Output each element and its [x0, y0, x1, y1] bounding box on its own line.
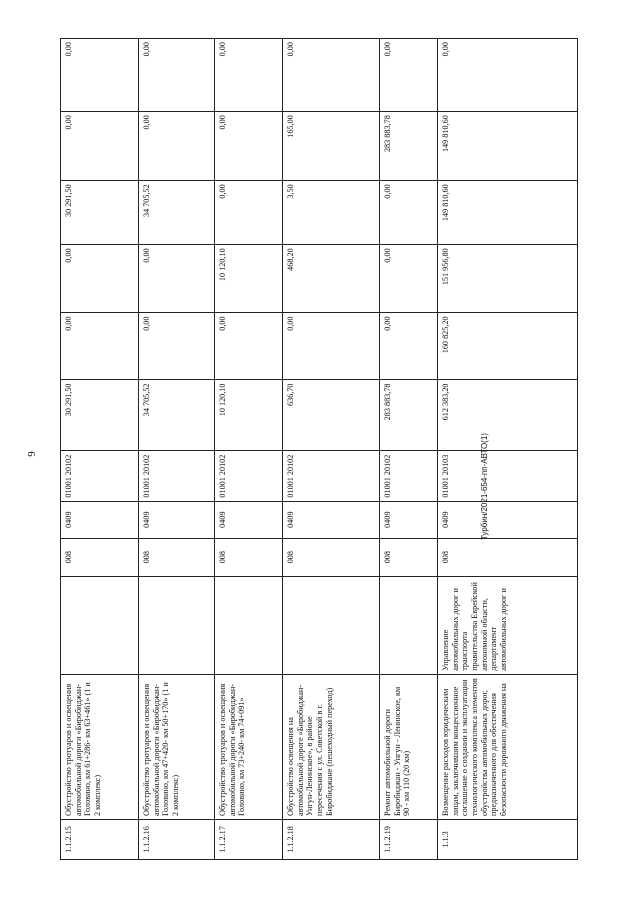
row-organization	[61, 576, 139, 674]
row-number: 1.1.2.19	[380, 819, 438, 859]
row-year-1: 0,00	[139, 313, 215, 380]
row-year-2: 10 120,10	[215, 245, 283, 313]
row-year-1: 160 825,20	[438, 313, 578, 380]
row-year-2: 0,00	[139, 245, 215, 313]
table-rotated-container	[60, 38, 577, 860]
row-organization	[380, 576, 438, 674]
row-year-1: 0,00	[215, 313, 283, 380]
row-organization	[215, 576, 283, 674]
row-year-5: 0,00	[139, 39, 215, 112]
table-row	[380, 39, 438, 860]
document-footer-code: Турбин/2021-654-пп-АВТО(1)	[480, 433, 489, 540]
table-body	[61, 39, 578, 860]
row-year-2: 0,00	[61, 245, 139, 313]
row-grbs-code: 008	[283, 538, 380, 576]
row-total: 30 291,50	[61, 380, 139, 450]
row-grbs-code: 008	[139, 538, 215, 576]
page-number: 9	[26, 451, 38, 457]
row-year-3: 0,00	[380, 181, 438, 245]
row-target-code: 01001 20102	[61, 450, 139, 501]
row-year-4: 0,00	[61, 112, 139, 181]
row-target-code: 01001 20102	[215, 450, 283, 501]
row-year-4: 283 883,78	[380, 112, 438, 181]
row-total: 10 120,10	[215, 380, 283, 450]
row-target-code: 01001 20103	[438, 450, 578, 501]
row-year-1: 0,00	[283, 313, 380, 380]
row-number: 1.1.2.18	[283, 819, 380, 859]
row-year-4: 149 810,60	[438, 112, 578, 181]
row-section-code: 0409	[215, 501, 283, 538]
row-year-3: 3,50	[283, 181, 380, 245]
row-organization	[139, 576, 215, 674]
row-name: Обустройство освещения на автомобильной дороге «Биробиджан-Унгун-Ленинское», в районе пересечения с ул. Советской в г. Биробиджане (пешеходный переход)	[283, 674, 380, 819]
row-grbs-code: 008	[438, 538, 578, 576]
row-grbs-code: 008	[215, 538, 283, 576]
row-year-5: 0,00	[283, 39, 380, 112]
row-number: 1.1.2.15	[61, 819, 139, 859]
row-year-1: 0,00	[380, 313, 438, 380]
row-year-2: 0,00	[380, 245, 438, 313]
row-number: 1.1.2.16	[139, 819, 215, 859]
table-row	[139, 39, 215, 860]
row-total: 612 383,20	[438, 380, 578, 450]
row-year-3: 34 705,52	[139, 181, 215, 245]
budget-table	[60, 38, 578, 860]
row-organization	[283, 576, 380, 674]
row-section-code: 0409	[283, 501, 380, 538]
row-section-code: 0409	[438, 501, 578, 538]
row-year-3: 30 291,50	[61, 181, 139, 245]
row-name: Обустройство тротуаров и освещения автомобильной дороги «Биробиджан-Головино, км 47+420- км 50+170» (1 и 2 комплекс)	[139, 674, 215, 819]
row-organization: Управление автомобильных дорог и транспорта правительства Еврейской автономной области, департамент автомобильных дорог и	[438, 576, 578, 674]
row-year-5: 0,00	[380, 39, 438, 112]
row-year-1: 0,00	[61, 313, 139, 380]
row-year-5: 0,00	[438, 39, 578, 112]
row-target-code: 01001 20102	[139, 450, 215, 501]
row-year-3: 0,00	[215, 181, 283, 245]
row-target-code: 01001 20102	[380, 450, 438, 501]
row-section-code: 0409	[61, 501, 139, 538]
row-year-5: 0,00	[61, 39, 139, 112]
row-grbs-code: 008	[61, 538, 139, 576]
row-year-4: 0,00	[139, 112, 215, 181]
table-row	[61, 39, 139, 860]
row-name: Ремонт автомобильной дороги Биробиджан - Унгун - Ленинское, км 90 - км 110 (20 км)	[380, 674, 438, 819]
row-year-3: 149 810,60	[438, 181, 578, 245]
row-number: 1.1.3	[438, 819, 578, 859]
row-section-code: 0409	[380, 501, 438, 538]
row-section-code: 0409	[139, 501, 215, 538]
row-year-4: 165,00	[283, 112, 380, 181]
row-grbs-code: 008	[380, 538, 438, 576]
row-total: 636,70	[283, 380, 380, 450]
row-name: Обустройство тротуаров и освещения автомобильной дороги «Биробиджан-Головино, км 61+286- км 63+461» (1 и 2 комплекс)	[61, 674, 139, 819]
table-row	[283, 39, 380, 860]
row-target-code: 01001 20102	[283, 450, 380, 501]
row-number: 1.1.2.17	[215, 819, 283, 859]
row-total: 283 883,78	[380, 380, 438, 450]
row-year-4: 0,00	[215, 112, 283, 181]
table-row	[438, 39, 578, 860]
row-year-5: 0,00	[215, 39, 283, 112]
table-row	[215, 39, 283, 860]
row-total: 34 705,52	[139, 380, 215, 450]
row-year-2: 468,20	[283, 245, 380, 313]
row-name: Возмещение расходов юридическим лицам, заключившим концессионное соглашение о создании и эксплуатации технологического комплекса элементов обустройства автомобильных дорог, предназначенного для обеспечения безопасности дорожного движения на	[438, 674, 578, 819]
row-name: Обустройство тротуаров и освещения автомобильной дороги «Биробиджан-Головино, км 73+240- км 74+091»	[215, 674, 283, 819]
row-year-2: 151 956,80	[438, 245, 578, 313]
